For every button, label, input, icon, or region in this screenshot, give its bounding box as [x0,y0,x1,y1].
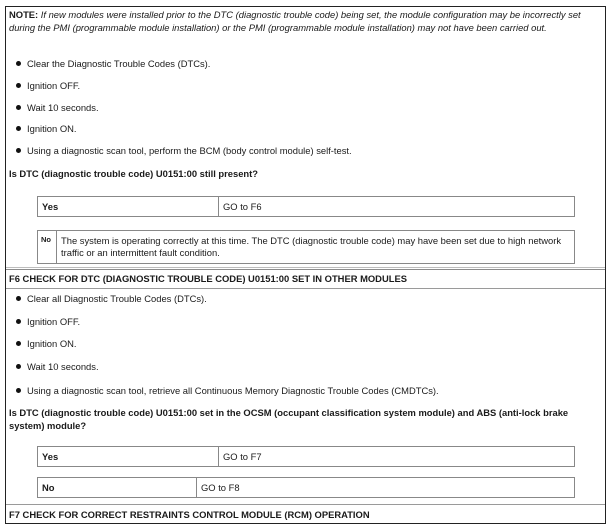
answer-yes-action[interactable]: GO to F7 [219,447,575,467]
heading-f7: F7 CHECK FOR CORRECT RESTRAINTS CONTROL MODULE (RCM) OPERATION [9,509,370,520]
answer-no-label: No [38,478,197,498]
list-item [16,293,207,305]
heading-f6: F6 CHECK FOR DTC (DIAGNOSTIC TROUBLE CODE) U0151:00 SET IN OTHER MODULES [9,273,407,284]
list-item-text: Using a diagnostic scan tool, perform the BCM (body control module) self-test. [27,145,352,156]
list-item-text: Wait 10 seconds. [27,361,99,372]
answer-no-action: The system is operating correctly at this time. The DTC (diagnostic trouble code) may have been set due to high network traffic or an intermittent fault condition. [57,231,575,264]
list-item [16,316,80,328]
list-item [16,145,352,157]
section-divider [6,288,605,289]
note-label: NOTE: [9,9,39,20]
list-item-text: Using a diagnostic scan tool, retrieve all Continuous Memory Diagnostic Trouble Codes (CMDTCs). [27,385,439,396]
list-item-text: Ignition OFF. [27,80,81,91]
list-item [16,338,77,350]
list-item-text: Ignition ON. [27,338,77,349]
section-divider [6,504,605,505]
bullet-icon [16,364,21,369]
list-item-text: Wait 10 seconds. [27,102,99,113]
answer-yes-label: Yes [38,197,219,217]
list-item [16,80,80,92]
bullet-icon [16,126,21,131]
list-item-text: Ignition ON. [27,123,77,134]
bullet-icon [16,319,21,324]
answer-yes-label: Yes [38,447,219,467]
question-f5: Is DTC (diagnostic trouble code) U0151:00 still present? [9,168,259,179]
bullet-icon [16,296,21,301]
bullet-icon [16,148,21,153]
answer-no-table [37,230,575,264]
answer-no-action[interactable]: GO to F8 [197,478,575,498]
list-item [16,361,99,373]
list-item [16,123,77,135]
list-item-text: Ignition OFF. [27,316,81,327]
answer-no-label: No [38,231,57,264]
bullet-icon [16,341,21,346]
answer-yes-action[interactable]: GO to F6 [219,197,575,217]
answer-no-table [37,477,575,498]
list-item-text: Clear the Diagnostic Trouble Codes (DTCs). [27,58,211,69]
list-item [16,385,439,397]
question-f6: Is DTC (diagnostic trouble code) U0151:00 set in the OCSM (occupant classification system module) and ABS (anti-lock brake system) module? [9,407,569,431]
answer-yes-table [37,446,575,467]
list-item [16,102,99,114]
answer-yes-table [37,196,575,217]
bullet-icon [16,61,21,66]
list-item-text: Clear all Diagnostic Trouble Codes (DTCs). [27,293,207,304]
note-text: If new modules were installed prior to the DTC (diagnostic trouble code) being set, the module configuration may be incorrectly set during the PMI (programmable module installation) or the PMI (programmable module installation) may not have been carried out. [9,9,581,33]
section-divider [6,267,605,270]
bullet-icon [16,388,21,393]
bullet-icon [16,83,21,88]
note [9,9,601,34]
bullet-icon [16,105,21,110]
list-item [16,58,210,70]
